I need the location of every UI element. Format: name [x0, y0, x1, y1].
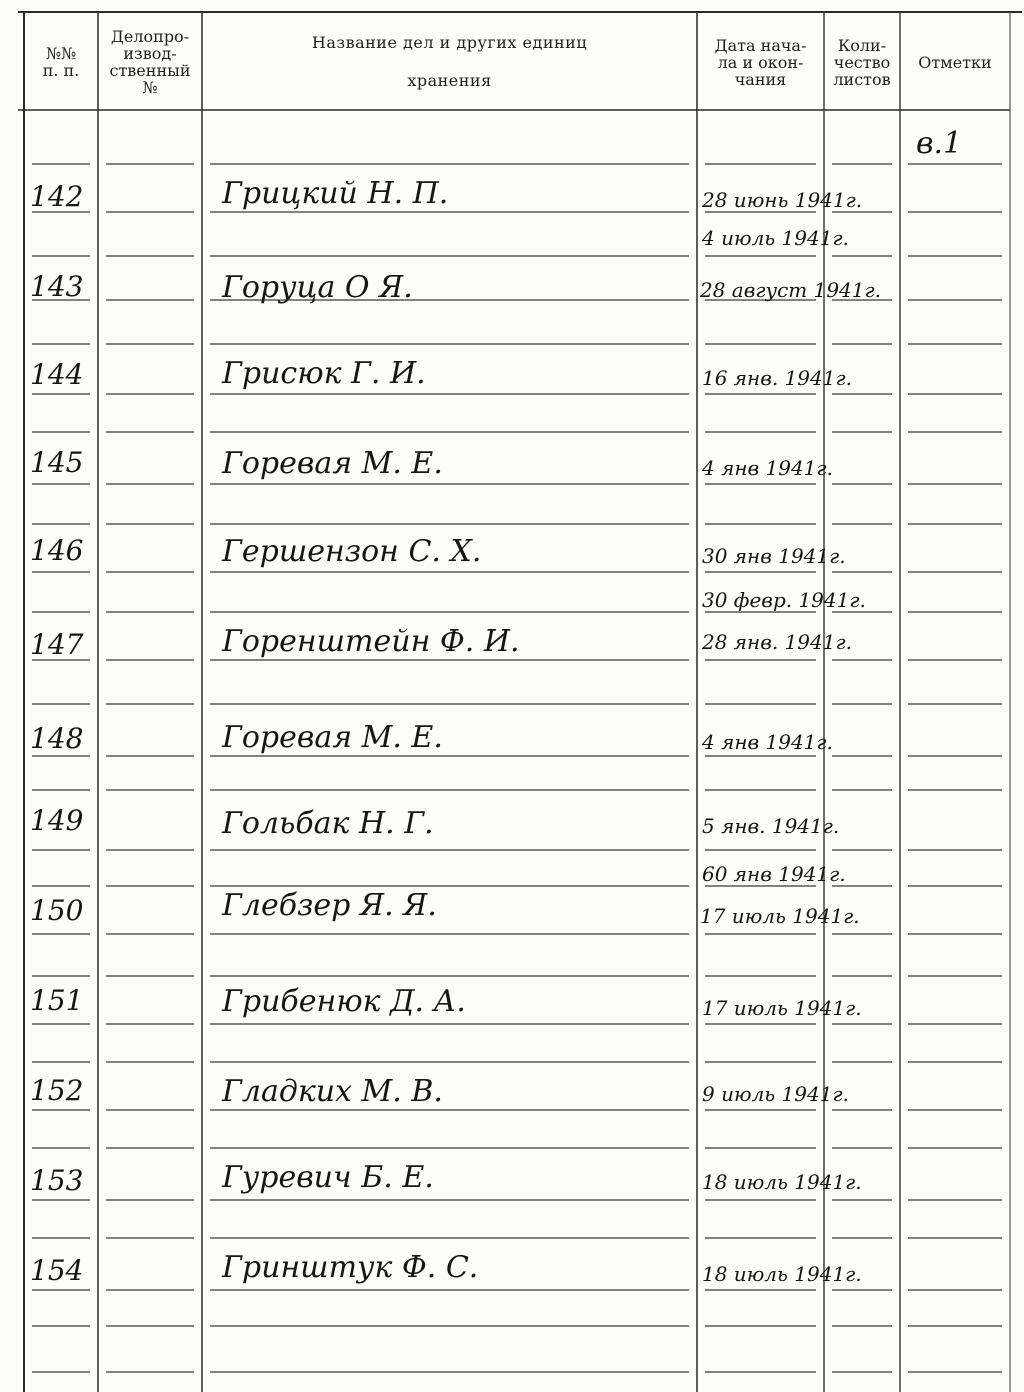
entry-date-start: 18 июль 1941г.: [702, 1170, 862, 1194]
entry-date-start: 4 янв 1941г.: [702, 730, 833, 754]
entry-number: 149: [30, 804, 84, 837]
entry-date-start: 5 янв. 1941г.: [702, 814, 840, 838]
entry-date-start: 28 янв. 1941г.: [702, 630, 852, 654]
entry-date-start: 17 июль 1941г.: [702, 996, 862, 1020]
entry-date-end: 4 июль 1941г.: [702, 226, 849, 250]
entry-date-start: 18 июль 1941г.: [702, 1262, 862, 1286]
entry-number: 154: [30, 1254, 84, 1287]
entry-number: 143: [30, 270, 84, 303]
entry-name: Грицкий Н. П.: [222, 176, 449, 211]
entry-date-start: 30 янв 1941г.: [702, 544, 846, 568]
entry-name: Гершензон С. Х.: [222, 534, 482, 569]
entry-number: 150: [30, 894, 84, 927]
entry-date-start: 28 июнь 1941г.: [702, 188, 863, 212]
header-office-number: Делопро- извод- ственный №: [109, 27, 191, 97]
entry-number: 148: [30, 722, 84, 755]
entry-name: Гольбак Н. Г.: [222, 806, 434, 841]
header-number: №№ п. п.: [42, 44, 80, 80]
header-sheets: Коли- чество листов: [833, 35, 891, 89]
entry-name: Грисюк Г. И.: [222, 356, 426, 391]
entry-date-end: 30 февр. 1941г.: [702, 588, 866, 612]
entry-number: 142: [30, 180, 84, 213]
entry-date-start: 9 июль 1941г.: [702, 1082, 849, 1106]
entry-name: Гринштук Ф. С.: [222, 1250, 479, 1285]
entry-date-end: 60 янв 1941г.: [702, 862, 846, 886]
entry-name: Грибенюк Д. А.: [222, 984, 466, 1019]
header-dates: Дата нача- ла и окон- чания: [714, 35, 807, 89]
entry-number: 145: [30, 446, 84, 479]
header-title: Название дел и других единиц хранения: [311, 33, 588, 90]
entry-number: 152: [30, 1074, 84, 1107]
entry-date-start: 28 август 1941г.: [700, 278, 881, 302]
entry-number: 144: [30, 358, 84, 391]
header-notes: Отметки: [918, 52, 992, 72]
entry-date-start: 17 июль 1941г.: [700, 904, 860, 928]
entry-number: 153: [30, 1164, 84, 1197]
entry-number: 146: [30, 534, 84, 567]
entry-name: Глебзер Я. Я.: [222, 888, 437, 923]
entry-date-start: 16 янв. 1941г.: [702, 366, 852, 390]
entry-name: Гладких М. В.: [222, 1074, 443, 1109]
entry-name: Горуца О Я.: [222, 270, 413, 305]
entry-name: Гуревич Б. Е.: [222, 1160, 434, 1195]
entry-name: Горенштейн Ф. И.: [222, 624, 520, 659]
note-mark: в.1: [916, 126, 963, 161]
entry-number: 151: [30, 984, 84, 1017]
entry-name: Горевая М. Е.: [222, 720, 443, 755]
entry-number: 147: [30, 628, 84, 661]
entry-name: Горевая М. Е.: [222, 446, 443, 481]
entry-date-start: 4 янв 1941г.: [702, 456, 833, 480]
